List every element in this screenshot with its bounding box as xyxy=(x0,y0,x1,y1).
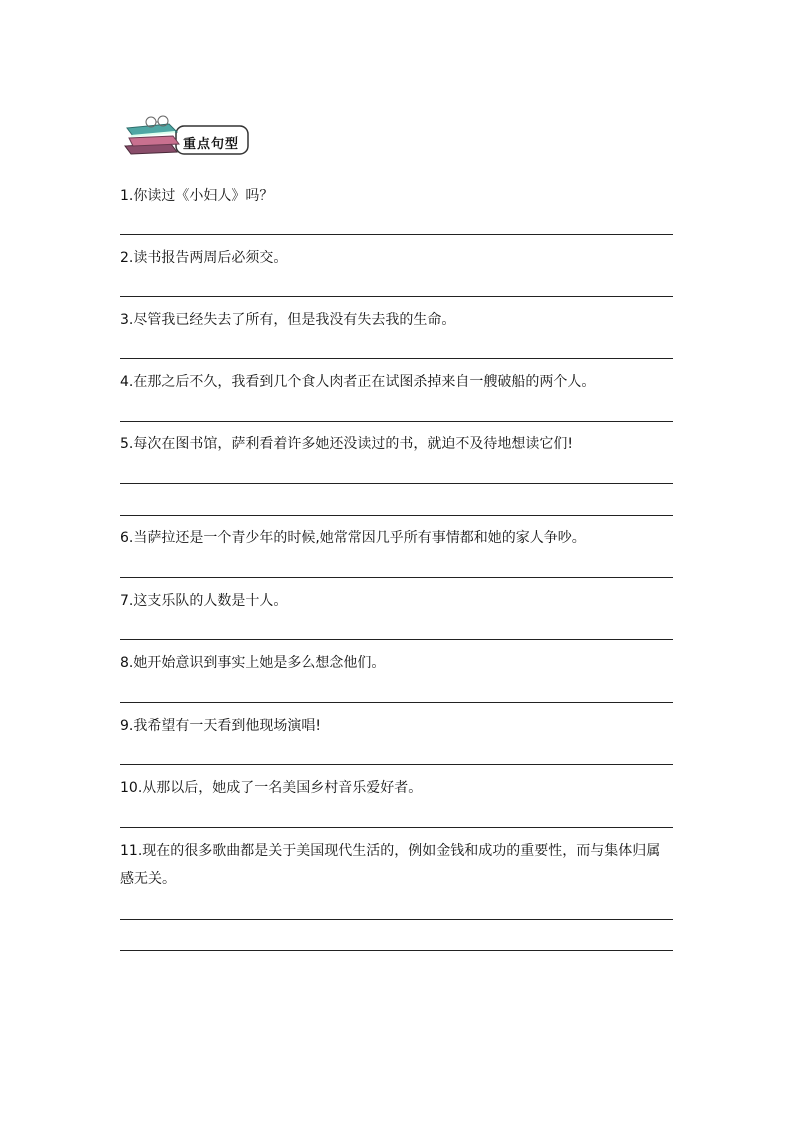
question-7: 7.这支乐队的人数是十人。 xyxy=(120,593,288,609)
answer-line xyxy=(120,234,673,235)
question-10: 10.从那以后，她成了一名美国乡村音乐爱好者。 xyxy=(120,780,423,796)
question-5: 5.每次在图书馆，萨利看着许多她还没读过的书，就迫不及待地想读它们! xyxy=(120,436,573,452)
question-8: 8.她开始意识到事实上她是多么想念他们。 xyxy=(120,655,386,671)
question-3: 3.尽管我已经失去了所有，但是我没有失去我的生命。 xyxy=(120,312,456,328)
question-6: 6.当萨拉还是一个青少年的时候,她常常因几乎所有事情都和她的家人争吵。 xyxy=(120,530,586,546)
answer-line xyxy=(120,950,673,951)
answer-line xyxy=(120,358,673,359)
answer-line xyxy=(120,296,673,297)
answer-line xyxy=(120,421,673,422)
question-11: 11.现在的很多歌曲都是关于美国现代生活的，例如金钱和成功的重要性，而与集体归属感无关。 xyxy=(120,843,661,887)
answer-line xyxy=(120,577,673,578)
answer-line xyxy=(120,639,673,640)
answer-line xyxy=(120,483,673,484)
answer-line xyxy=(120,919,673,920)
question-2: 2.读书报告两周后必须交。 xyxy=(120,250,288,266)
question-9: 9.我希望有一天看到他现场演唱! xyxy=(120,718,321,734)
answer-line xyxy=(120,702,673,703)
answer-line xyxy=(120,764,673,765)
answer-line xyxy=(120,515,673,516)
question-4: 4.在那之后不久，我看到几个食人肉者正在试图杀掉来自一艘破船的两个人。 xyxy=(120,374,596,390)
answer-line xyxy=(120,827,673,828)
section-title: 重点句型 xyxy=(183,137,240,152)
section-header xyxy=(121,114,251,158)
question-1: 1.你读过《小妇人》吗？ xyxy=(120,188,274,204)
